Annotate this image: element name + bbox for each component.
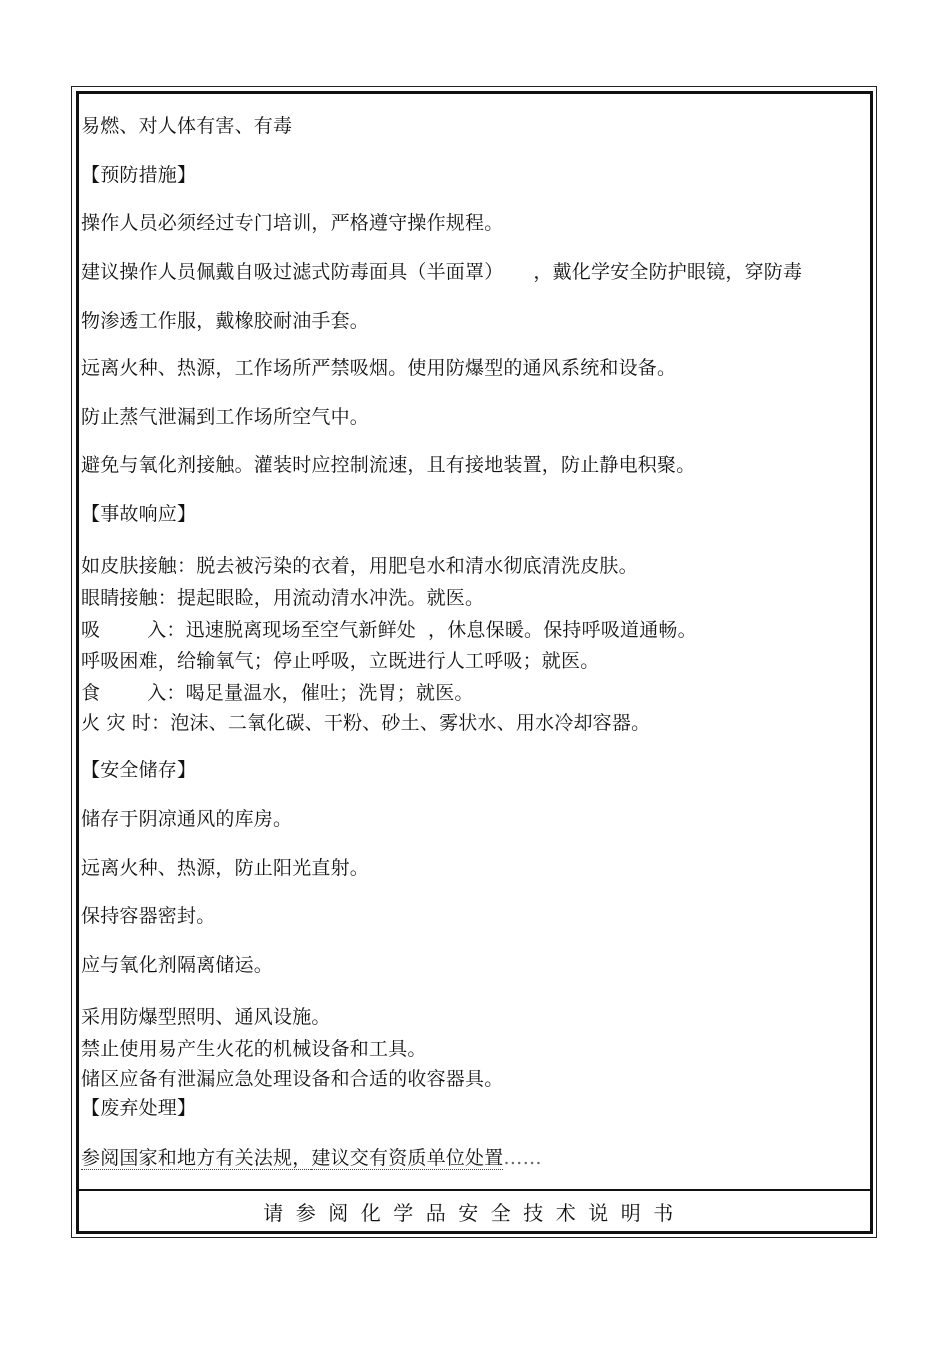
footer-note: 请参阅化学品安全技术说明书 — [263, 1200, 686, 1225]
storage-line: 保持容器密封。 — [81, 905, 216, 927]
prevention-heading: 【预防措施】 — [81, 164, 197, 186]
prevention-line: 远离火种、热源，工作场所严禁吸烟。使用防爆型的通风系统和设备。 — [81, 357, 677, 379]
response-ingestion-label: 食 — [81, 682, 101, 704]
response-breathing: 呼吸困难，给输氧气；停止呼吸，立既进行人工呼吸；就医。 — [81, 650, 600, 672]
storage-line: 禁止使用易产生火花的机械设备和工具。 — [81, 1038, 427, 1060]
prevention-line: 避免与氧化剂接触。灌装时应控制流速，且有接地装置，防止静电积聚。 — [81, 454, 696, 476]
response-inhalation-label: 吸 — [81, 619, 101, 641]
prevention-line-part: ，戴化学安全防护眼镜，穿防毒 — [533, 261, 803, 283]
response-inhalation-text: 入：迅速脱离现场至空气新鲜处 — [147, 619, 417, 641]
disposal-text-part: 参阅国家和地方有关法规， — [81, 1147, 312, 1169]
hazard-text: 易燃、对人体有害、有毒 — [81, 115, 293, 137]
prevention-line — [81, 261, 802, 283]
footer-divider — [78, 1189, 871, 1191]
storage-line: 采用防爆型照明、通风设施。 — [81, 1006, 331, 1028]
disposal-text-part: 建议交有资质单位处置 — [311, 1147, 504, 1169]
storage-line: 储区应备有泄漏应急处理设备和合适的收容器具。 — [81, 1068, 504, 1090]
disposal-text — [81, 1147, 542, 1169]
response-fire: 火 灾 时：泡沫、二氧化碳、干粉、砂土、雾状水、用水冷却容器。 — [81, 712, 651, 734]
prevention-line: 物渗透工作服，戴橡胶耐油手套。 — [81, 310, 370, 332]
response-eyes: 眼睛接触：提起眼睑，用流动清水冲洗。就医。 — [81, 587, 485, 609]
response-ingestion — [81, 682, 474, 704]
storage-line: 应与氧化剂隔离储运。 — [81, 954, 274, 976]
prevention-line-part: 建议操作人员佩戴自吸过滤式防毒面具（半面罩） — [81, 261, 504, 283]
response-heading: 【事故响应】 — [81, 503, 197, 525]
storage-line: 储存于阴凉通风的库房。 — [81, 808, 293, 830]
response-inhalation-rest: ，休息保暖。保持呼吸道通畅。 — [428, 619, 697, 641]
response-inhalation — [81, 619, 697, 641]
storage-heading: 【安全储存】 — [81, 759, 197, 781]
prevention-line: 操作人员必须经过专门培训，严格遵守操作规程。 — [81, 212, 504, 234]
response-ingestion-text: 入：喝足量温水，催吐；洗胃；就医。 — [147, 682, 474, 704]
response-skin: 如皮肤接触：脱去被污染的衣着，用肥皂水和清水彻底清洗皮肤。 — [81, 555, 638, 577]
storage-line: 远离火种、热源，防止阳光直射。 — [81, 857, 370, 879]
disposal-dots: …… — [503, 1147, 542, 1169]
prevention-line: 防止蒸气泄漏到工作场所空气中。 — [81, 406, 370, 428]
disposal-heading: 【废弃处理】 — [81, 1097, 197, 1119]
